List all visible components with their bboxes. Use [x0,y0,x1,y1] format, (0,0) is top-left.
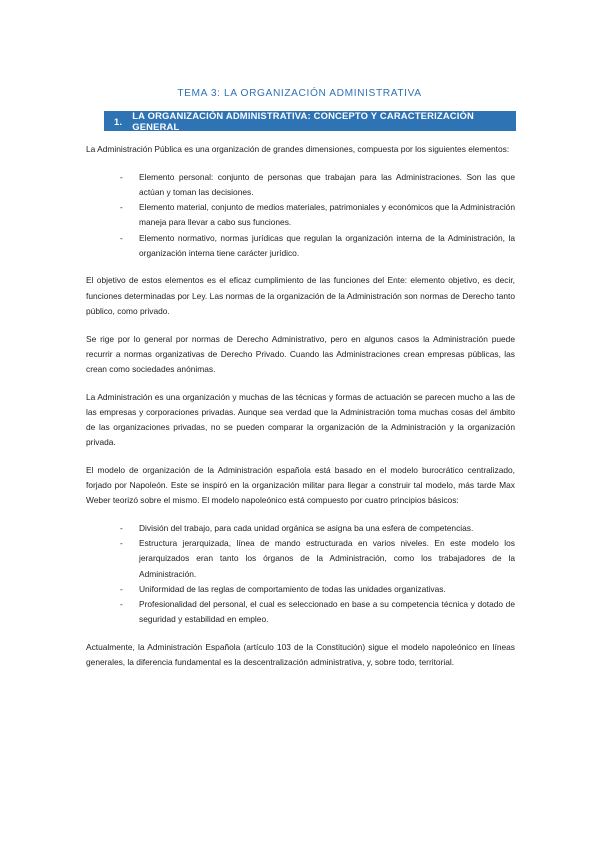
list-item-text: Estructura jerarquizada, línea de mando estructurada en varios niveles. En este modelo los jerarquizados eran tanto los órganos de la Administración, como los trabajadores de la Administración. [139,538,515,579]
list-item [120,536,515,582]
principles-list [86,521,515,627]
paragraph-organizacion: La Administración es una organización y muchas de las técnicas y formas de actuación se parecen mucho a las de las empresas y corporaciones privadas. Aunque sea verdad que la Administración toma muchas cosas del ámbito de las organizaciones privadas, no se pueden comparar la organización de la Administración y la organización privada. [86,391,515,448]
list-item-text: Uniformidad de las reglas de comportamiento de todas las unidades organizativas. [139,583,446,594]
paragraph-objective: El objetivo de estos elementos es el eficaz cumplimiento de las funciones del Ente: elemento objetivo, es decir, funciones determinadas por Ley. Las normas de la organización de la Administración son normas de Derecho tanto público, como privado. [86,275,515,316]
bullet-dash: - [120,599,123,610]
paragraph-derecho: Se rige por lo general por normas de Derecho Administrativo, pero en algunos casos la Administración puede recurrir a normas organizativas de Derecho Privado. Cuando las Administraciones crean empresas públicas, las crean como sociedades anónimas. [86,333,515,374]
list-item [120,521,515,536]
list-item [120,582,515,597]
elements-list [86,170,515,261]
list-item-text: División del trabajo, para cada unidad orgánica se asigna ba una esfera de competencias. [139,523,474,534]
bullet-dash: - [120,171,123,182]
paragraph-intro: La Administración Pública es una organización de grandes dimensiones, compuesta por los siguientes elementos: [86,144,510,154]
bullet-dash: - [120,583,123,594]
list-item [120,597,515,627]
document-body [86,142,515,683]
bullet-dash: - [120,202,123,213]
bullet-dash: - [120,538,123,549]
section-heading-band [104,111,516,131]
list-item [120,200,515,230]
paragraph-actualmente: Actualmente, la Administración Española (artículo 103 de la Constitución) sigue el modelo napoleónico en líneas generales, la diferencia fundamental es la descentralización administrativa, y, sobre todo, territorial. [86,641,515,668]
document-title: TEMA 3: LA ORGANIZACIÓN ADMINISTRATIVA [177,88,422,99]
list-item [120,231,515,261]
bullet-dash: - [120,232,123,243]
section-number: 1. [114,115,123,127]
list-item-text: Elemento normativo, normas jurídicas que regulan la organización interna de la Administración, la organización interna tiene carácter jurídico. [139,232,515,258]
list-item-text: Elemento material, conjunto de medios materiales, patrimoniales y económicos que la Administración maneja para llevar a cabo sus funciones. [139,202,515,228]
list-item-text: Profesionalidad del personal, el cual es seleccionado en base a su competencia técnica y dotado de seguridad y estabilidad en empleo. [139,599,515,625]
section-heading: LA ORGANIZACIÓN ADMINISTRATIVA: CONCEPTO Y CARACTERIZACIÓN GENERAL [132,110,475,132]
list-item-text: Elemento personal: conjunto de personas que trabajan para las Administraciones. Son las que actúan y toman las decisiones. [139,171,515,197]
list-item [120,170,515,200]
paragraph-modelo: El modelo de organización de la Administración española está basado en el modelo burocrático centralizado, forjado por Napoleón. Este se inspiró en la organización militar para llegar a construir tal modelo, más tarde Max Weber teorizó sobre el mismo. El modelo napoleónico está compuesto por cuatro principios básicos: [86,464,515,506]
bullet-dash: - [120,523,123,534]
